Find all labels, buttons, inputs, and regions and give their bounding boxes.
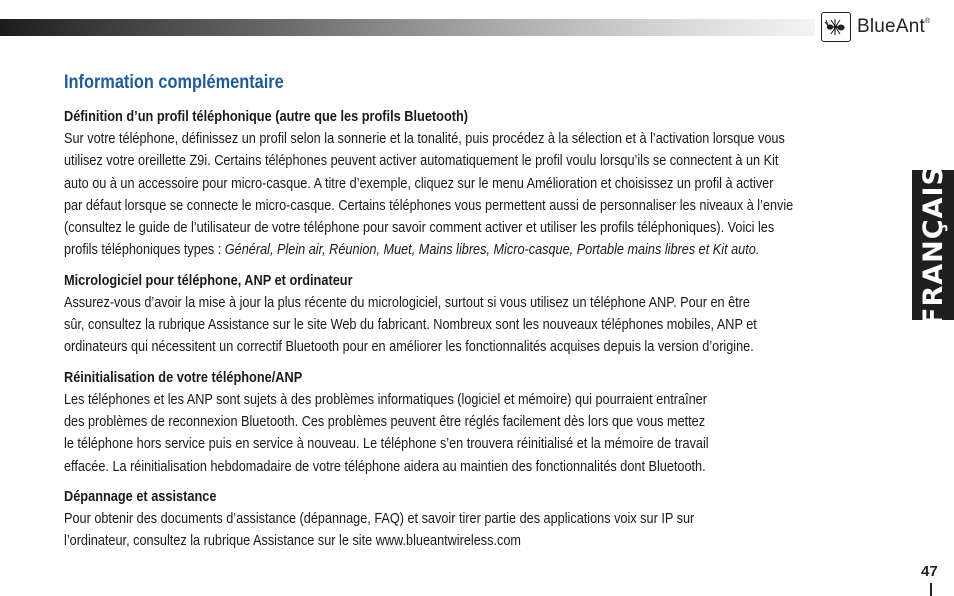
section-reset xyxy=(64,367,894,478)
profile-types-list: Général, Plein air, Réunion, Muet, Mains libres, Micro-casque, Portable mains libres et Kit auto. xyxy=(224,242,760,259)
section-heading: Réinitialisation de votre téléphone/ANP xyxy=(64,369,303,386)
text-line: utilisez votre oreillette Z9i. Certains téléphones peuvent activer automatiquement le profil voulu lorsqu’ils se connectent à un Kit xyxy=(64,153,779,170)
text-line: ordinateurs qui nécessitent un correctif Bluetooth pour en améliorer les fonctionnalités acquises depuis la version d’origine. xyxy=(64,339,754,356)
language-tab xyxy=(912,164,954,326)
page-number: 47 xyxy=(921,563,938,580)
header-gradient-bar xyxy=(0,19,815,36)
section-paragraph xyxy=(64,508,895,553)
ant-icon xyxy=(821,12,851,42)
section-heading: Définition d’un profil téléphonique (autre que les profils Bluetooth) xyxy=(64,109,469,125)
text-line: l’ordinateur, consultez la rubrique Assistance sur le site www.blueantwireless.com xyxy=(64,533,521,550)
text-line: Sur votre téléphone, définissez un profil selon la sonnerie et la tonalité, puis procédez à la sélection et à l’activation lorsque vous xyxy=(64,131,785,147)
section-profile xyxy=(64,106,894,262)
text-line-prefix: profils téléphoniques types : xyxy=(64,242,225,259)
section-heading: Dépannage et assistance xyxy=(64,488,217,505)
brand-logo xyxy=(821,11,930,43)
text-line: (consultez le guide de l’utilisateur de votre téléphone pour savoir comment activer et utiliser les profils téléphoniques). Voici les xyxy=(64,220,775,237)
text-line: Pour obtenir des documents d’assistance (dépannage, FAQ) et savoir tirer partie des applications voix sur IP sur xyxy=(64,510,695,527)
text-line: sûr, consultez la rubrique Assistance sur le site Web du fabricant. Nombreux sont les nouveaux téléphones mobiles, ANP et xyxy=(64,317,757,334)
language-tab-label: FRANÇAIS xyxy=(917,164,949,326)
page-number-tick xyxy=(930,583,932,596)
text-line: Les téléphones et les ANP sont sujets à des problèmes informatiques (logiciel et mémoire) qui pourraient entraîner xyxy=(64,391,707,408)
text-line xyxy=(64,239,895,261)
section-paragraph xyxy=(64,292,895,359)
text-line: le téléphone hors service puis en service à nouveau. Le téléphone s’en trouvera réinitialisé et la mémoire de travail xyxy=(64,436,709,453)
section-paragraph xyxy=(64,389,895,478)
section-paragraph xyxy=(64,128,895,262)
section-heading: Micrologiciel pour téléphone, ANP et ordinateur xyxy=(64,272,353,289)
section-firmware xyxy=(64,270,894,359)
text-line: auto ou à un accessoire pour micro-casque. A titre d’exemple, cliquez sur le menu Amélioration et choisissez un profil à activer xyxy=(64,175,774,192)
text-line: par défaut lorsque se connecte le micro-casque. Certains téléphones vous permettent aussi de personnaliser les niveaux à l’envie xyxy=(64,197,794,214)
section-support xyxy=(64,486,894,553)
page-title: Information complémentaire xyxy=(64,72,284,93)
brand-name: BlueAnt® xyxy=(857,16,931,37)
text-line: effacée. La réinitialisation hebdomadaire de votre téléphone aidera au maintien des fonctionnalités dont Bluetooth. xyxy=(64,458,706,475)
text-line: des problèmes de reconnexion Bluetooth. Ces problèmes peuvent être réglés facilement dès lors que vous mettez xyxy=(64,413,706,430)
document-body xyxy=(64,72,894,560)
text-line: Assurez-vous d’avoir la mise à jour la plus récente du micrologiciel, surtout si vous utilisez un téléphone ANP. Pour en être xyxy=(64,294,750,311)
